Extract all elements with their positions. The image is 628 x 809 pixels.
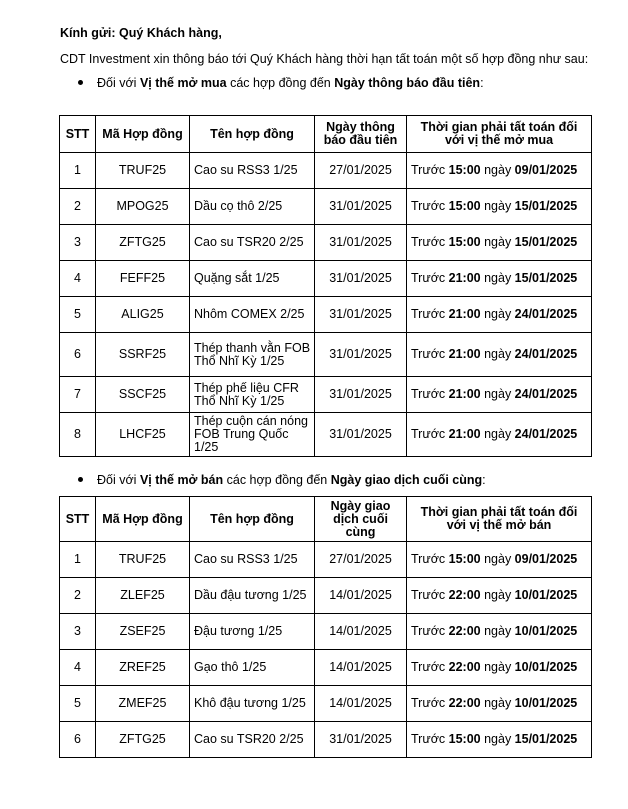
- deadline-connector: ngày: [480, 347, 515, 361]
- deadline-time: 15:00: [448, 552, 481, 566]
- cell-name: Quặng sắt 1/25: [190, 261, 315, 297]
- cell-deadline: [407, 542, 592, 578]
- deadline-prefix: Trước: [411, 552, 449, 566]
- header-deadline: Thời gian phải tất toán đối với vị thế mở mua: [407, 116, 592, 153]
- cell-stt: 4: [60, 650, 96, 686]
- deadline-date: 24/01/2025: [514, 347, 578, 361]
- cell-code: SSCF25: [96, 377, 190, 413]
- deadline-prefix: Trước: [411, 235, 449, 249]
- deadline-prefix: Trước: [411, 696, 449, 710]
- table-row: [60, 578, 592, 614]
- table-row: [60, 189, 592, 225]
- table-header-row: [60, 497, 592, 542]
- deadline-connector: ngày: [480, 696, 515, 710]
- cell-code: ALIG25: [96, 297, 190, 333]
- cell-date: 31/01/2025: [315, 261, 407, 297]
- deadline-time: 21:00: [448, 427, 481, 441]
- cell-deadline: [407, 333, 592, 377]
- cell-date: 31/01/2025: [315, 225, 407, 261]
- table-row: [60, 153, 592, 189]
- cell-date: 27/01/2025: [315, 542, 407, 578]
- deadline-prefix: Trước: [411, 199, 449, 213]
- deadline-time: 21:00: [448, 271, 481, 285]
- cell-code: ZFTG25: [96, 225, 190, 261]
- cell-deadline: [407, 578, 592, 614]
- deadline-date: 15/01/2025: [514, 235, 578, 249]
- table-row: [60, 377, 592, 413]
- cell-deadline: [407, 153, 592, 189]
- cell-code: TRUF25: [96, 542, 190, 578]
- deadline-time: 15:00: [448, 199, 481, 213]
- cell-deadline: [407, 650, 592, 686]
- section-bold-date: Ngày thông báo đầu tiên: [334, 76, 481, 90]
- cell-name: Cao su TSR20 2/25: [190, 225, 315, 261]
- header-code: Mã Hợp đồng: [96, 116, 190, 153]
- deadline-prefix: Trước: [411, 660, 449, 674]
- cell-stt: 4: [60, 261, 96, 297]
- deadline-connector: ngày: [480, 732, 515, 746]
- cell-stt: 3: [60, 225, 96, 261]
- cell-stt: 2: [60, 189, 96, 225]
- cell-name: Đậu tương 1/25: [190, 614, 315, 650]
- cell-code: ZSEF25: [96, 614, 190, 650]
- deadline-connector: ngày: [480, 163, 515, 177]
- table-row: [60, 614, 592, 650]
- deadline-date: 24/01/2025: [514, 387, 578, 401]
- deadline-prefix: Trước: [411, 307, 449, 321]
- intro-text: CDT Investment xin thông báo tới Quý Khách hàng thời hạn tất toán một số hợp đồng như sau:: [60, 52, 589, 66]
- cell-code: ZMEF25: [96, 686, 190, 722]
- section-bold-position: Vị thế mở mua: [139, 76, 227, 90]
- cell-date: 31/01/2025: [315, 297, 407, 333]
- cell-stt: 5: [60, 686, 96, 722]
- header-name: Tên hợp đồng: [190, 116, 315, 153]
- deadline-prefix: Trước: [411, 387, 449, 401]
- cell-code: TRUF25: [96, 153, 190, 189]
- table-row: [60, 722, 592, 758]
- deadline-date: 10/01/2025: [514, 588, 578, 602]
- section-text: các hợp đồng đến: [223, 473, 331, 487]
- section-text: :: [480, 76, 484, 90]
- deadline-connector: ngày: [480, 624, 515, 638]
- header-date: Ngày giao dịch cuối cùng: [315, 497, 407, 542]
- cell-name: Nhôm COMEX 2/25: [190, 297, 315, 333]
- deadline-connector: ngày: [480, 199, 515, 213]
- header-deadline: Thời gian phải tất toán đối với vị thế mở bán: [407, 497, 592, 542]
- cell-deadline: [407, 225, 592, 261]
- deadline-connector: ngày: [480, 588, 515, 602]
- cell-stt: 2: [60, 578, 96, 614]
- deadline-prefix: Trước: [411, 163, 449, 177]
- cell-stt: 6: [60, 722, 96, 758]
- cell-deadline: [407, 261, 592, 297]
- deadline-date: 24/01/2025: [514, 307, 578, 321]
- cell-name: Dầu cọ thô 2/25: [190, 189, 315, 225]
- cell-deadline: [407, 377, 592, 413]
- sell-positions-table: [59, 496, 592, 758]
- deadline-time: 21:00: [448, 347, 481, 361]
- cell-date: 31/01/2025: [315, 722, 407, 758]
- cell-date: 14/01/2025: [315, 650, 407, 686]
- deadline-date: 09/01/2025: [514, 163, 578, 177]
- cell-date: 14/01/2025: [315, 686, 407, 722]
- header-code: Mã Hợp đồng: [96, 497, 190, 542]
- buy-positions-table: [59, 115, 592, 457]
- cell-date: 31/01/2025: [315, 333, 407, 377]
- cell-stt: 5: [60, 297, 96, 333]
- cell-code: ZREF25: [96, 650, 190, 686]
- deadline-date: 10/01/2025: [514, 624, 578, 638]
- deadline-date: 10/01/2025: [514, 660, 578, 674]
- bullet-icon: [78, 477, 83, 482]
- table-row: [60, 333, 592, 377]
- cell-deadline: [407, 413, 592, 457]
- cell-name: Thép thanh vằn FOB Thổ Nhĩ Kỳ 1/25: [190, 333, 315, 377]
- cell-deadline: [407, 686, 592, 722]
- deadline-time: 15:00: [448, 235, 481, 249]
- cell-stt: 1: [60, 542, 96, 578]
- cell-stt: 1: [60, 153, 96, 189]
- deadline-connector: ngày: [480, 235, 515, 249]
- table-row: [60, 225, 592, 261]
- header-date: Ngày thông báo đầu tiên: [315, 116, 407, 153]
- table-row: [60, 650, 592, 686]
- deadline-date: 15/01/2025: [514, 732, 578, 746]
- cell-deadline: [407, 189, 592, 225]
- cell-name: Cao su TSR20 2/25: [190, 722, 315, 758]
- table-header-row: [60, 116, 592, 153]
- deadline-connector: ngày: [480, 427, 515, 441]
- cell-date: 27/01/2025: [315, 153, 407, 189]
- bullet-icon: [78, 80, 83, 85]
- section-text: các hợp đồng đến: [226, 76, 335, 90]
- cell-date: 14/01/2025: [315, 614, 407, 650]
- deadline-connector: ngày: [480, 271, 515, 285]
- table-row: [60, 261, 592, 297]
- cell-stt: 3: [60, 614, 96, 650]
- deadline-time: 15:00: [448, 732, 481, 746]
- section-text: Đối với: [97, 76, 140, 90]
- cell-deadline: [407, 297, 592, 333]
- cell-date: 14/01/2025: [315, 578, 407, 614]
- cell-code: ZFTG25: [96, 722, 190, 758]
- cell-name: Dầu đậu tương 1/25: [190, 578, 315, 614]
- section-text: Đối với: [97, 473, 140, 487]
- section-sell-heading: [78, 473, 486, 487]
- cell-name: Gạo thô 1/25: [190, 650, 315, 686]
- section-text: :: [482, 473, 486, 487]
- cell-code: FEFF25: [96, 261, 190, 297]
- table-row: [60, 413, 592, 457]
- cell-deadline: [407, 614, 592, 650]
- cell-name: Cao su RSS3 1/25: [190, 153, 315, 189]
- deadline-date: 15/01/2025: [514, 271, 578, 285]
- cell-name: Khô đậu tương 1/25: [190, 686, 315, 722]
- cell-date: 31/01/2025: [315, 377, 407, 413]
- deadline-time: 22:00: [448, 660, 481, 674]
- deadline-date: 24/01/2025: [514, 427, 578, 441]
- deadline-date: 09/01/2025: [514, 552, 578, 566]
- greeting: Kính gửi: Quý Khách hàng,: [60, 26, 222, 40]
- cell-stt: 8: [60, 413, 96, 457]
- table-row: [60, 542, 592, 578]
- cell-date: 31/01/2025: [315, 413, 407, 457]
- deadline-prefix: Trước: [411, 588, 449, 602]
- deadline-time: 15:00: [448, 163, 481, 177]
- deadline-time: 22:00: [448, 588, 481, 602]
- deadline-prefix: Trước: [411, 624, 449, 638]
- cell-code: LHCF25: [96, 413, 190, 457]
- deadline-date: 10/01/2025: [514, 696, 578, 710]
- cell-name: Thép phế liệu CFR Thổ Nhĩ Kỳ 1/25: [190, 377, 315, 413]
- deadline-connector: ngày: [480, 552, 515, 566]
- deadline-time: 22:00: [448, 696, 481, 710]
- header-stt: STT: [60, 497, 96, 542]
- deadline-connector: ngày: [480, 307, 515, 321]
- deadline-prefix: Trước: [411, 271, 449, 285]
- deadline-connector: ngày: [480, 660, 515, 674]
- cell-stt: 6: [60, 333, 96, 377]
- deadline-time: 21:00: [448, 307, 481, 321]
- section-buy-heading: [78, 76, 484, 90]
- deadline-prefix: Trước: [411, 427, 449, 441]
- header-stt: STT: [60, 116, 96, 153]
- deadline-prefix: Trước: [411, 347, 449, 361]
- cell-date: 31/01/2025: [315, 189, 407, 225]
- cell-name: Thép cuộn cán nóng FOB Trung Quốc 1/25: [190, 413, 315, 457]
- deadline-time: 21:00: [448, 387, 481, 401]
- section-bold-date: Ngày giao dịch cuối cùng: [330, 473, 483, 487]
- cell-name: Cao su RSS3 1/25: [190, 542, 315, 578]
- deadline-date: 15/01/2025: [514, 199, 578, 213]
- cell-code: SSRF25: [96, 333, 190, 377]
- deadline-prefix: Trước: [411, 732, 449, 746]
- cell-deadline: [407, 722, 592, 758]
- cell-code: MPOG25: [96, 189, 190, 225]
- section-bold-position: Vị thế mở bán: [139, 473, 224, 487]
- table-row: [60, 297, 592, 333]
- cell-code: ZLEF25: [96, 578, 190, 614]
- deadline-connector: ngày: [480, 387, 515, 401]
- cell-stt: 7: [60, 377, 96, 413]
- deadline-time: 22:00: [448, 624, 481, 638]
- table-row: [60, 686, 592, 722]
- header-name: Tên hợp đồng: [190, 497, 315, 542]
